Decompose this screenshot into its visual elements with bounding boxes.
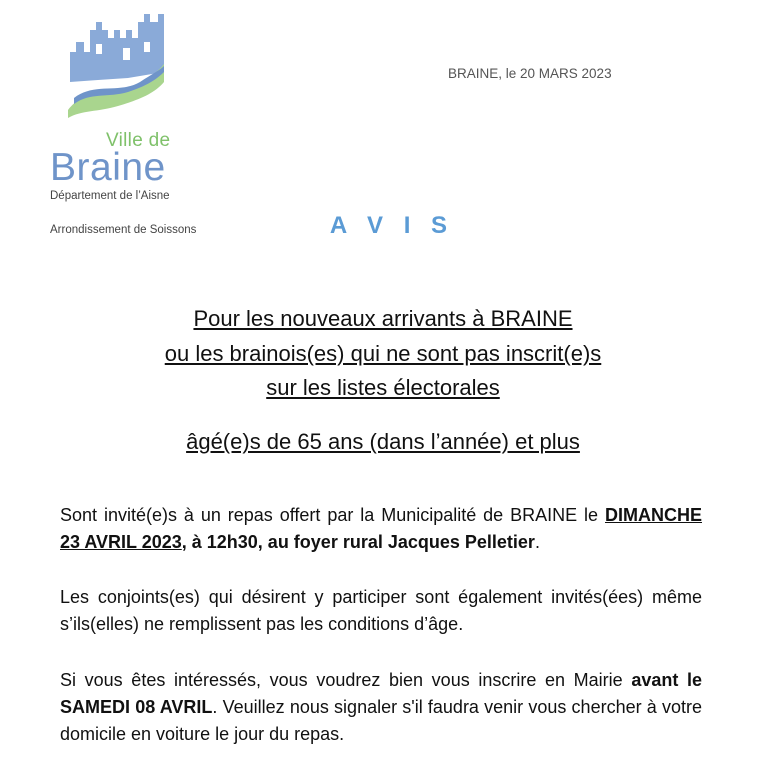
- invitation-end: .: [534, 532, 540, 552]
- age-condition-line: âgé(e)s de 65 ans (dans l’année) et plus: [186, 429, 580, 454]
- event-date: DIMANCHE 23 AVRIL 2023: [60, 505, 702, 552]
- notice-title: A V I S: [329, 212, 455, 239]
- invitation-paragraph: [60, 502, 702, 556]
- event-time-place: , à 12h30, au foyer rural Jacques Pelletier: [181, 532, 535, 552]
- arrondissement-label: Arrondissement de Soissons: [50, 224, 197, 236]
- document-date: BRAINE, le 20 MARS 2023: [448, 66, 612, 81]
- registration-paragraph: [60, 667, 702, 748]
- registration-deadline: avant le SAMEDI 08 AVRIL: [60, 670, 702, 717]
- castle-logo-icon: [68, 12, 168, 130]
- heading-line-3: sur les listes électorales: [266, 375, 500, 400]
- department-label: Département de l’Aisne: [50, 190, 170, 202]
- invitation-text: Sont invité(e)s à un repas offert par la Municipalité de BRAINE le: [60, 505, 605, 525]
- heading-line-1: Pour les nouveaux arrivants à BRAINE: [193, 306, 573, 331]
- logo-text-braine: Braine: [50, 146, 166, 189]
- heading-line-2: ou les brainois(es) qui ne sont pas inscrit(e)s: [164, 341, 602, 366]
- spouses-paragraph: Les conjoints(es) qui désirent y participer sont également invités(ées) même s’ils(elles) ne remplissent pas les conditions d’âge.: [60, 587, 702, 634]
- logo-text-ville: Ville de: [106, 130, 171, 151]
- registration-transport-text: . Veuillez nous signaler s'il faudra venir vous chercher à votre domicile en voiture le jour du repas.: [60, 697, 702, 744]
- registration-text: Si vous êtes intéressés, vous voudrez bien vous inscrire en Mairie: [60, 670, 632, 690]
